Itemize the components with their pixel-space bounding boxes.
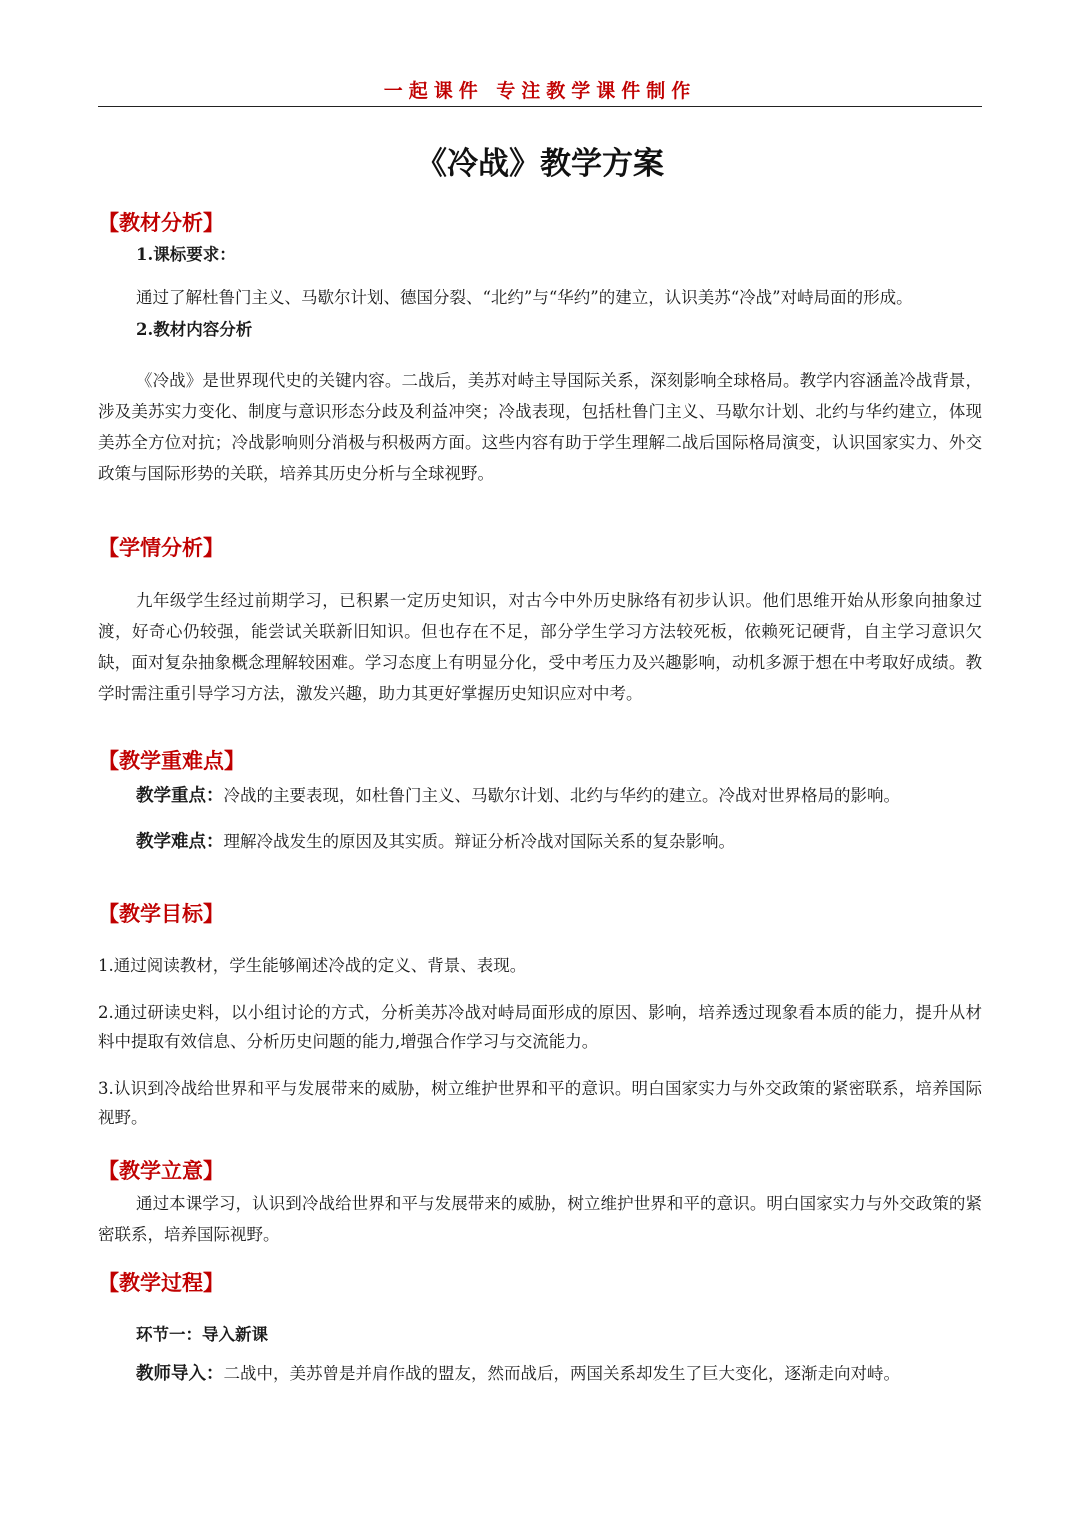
section-students <box>98 533 982 709</box>
section-process <box>98 1268 982 1390</box>
paragraph-students: 九年级学生经过前期学习，已积累一定历史知识，对古今中外历史脉络有初步认识。他们思维开始从形象向抽象过渡，好奇心仍较强，能尝试关联新旧知识。但也存在不足，部分学生学习方法较死板，依赖死记硬背，自主学习意识欠缺，面对复杂抽象概念理解较困难。学习态度上有明显分化，受中考压力及兴趣影响，动机多源于想在中考取好成绩。教学时需注重引导学习方法，激发兴趣，助力其更好掌握历史知识应对中考。 <box>98 591 982 703</box>
section-heading-material: 【教材分析】 <box>98 210 224 235</box>
difficulties-label: 教学难点： <box>136 832 224 852</box>
paragraph-curriculum: 通过了解杜鲁门主义、马歇尔计划、德国分裂、“北约”与“华约”的建立，认识美苏“冷战”对峙局面的形成。 <box>136 288 913 307</box>
goal-item: 2.通过研读史料，以小组讨论的方式，分析美苏冷战对峙局面形成的原因、影响，培养透过现象看本质的能力，提升从材料中提取有效信息、分析历史问题的能力,增强合作学习与交流能力。 <box>98 1003 982 1051</box>
page-header: 一起课件 专注教学课件制作 <box>383 80 697 102</box>
section-heading-intent: 【教学立意】 <box>98 1158 224 1183</box>
key-points-text: 冷战的主要表现，如杜鲁门主义、马歇尔计划、北约与华约的建立。冷战对世界格局的影响。 <box>223 786 900 805</box>
paragraph-key-points <box>98 780 982 812</box>
paragraph-difficulties <box>98 826 982 858</box>
subheading-curriculum: 1.课标要求： <box>136 245 236 264</box>
section-material <box>98 208 982 489</box>
subheading-step-one: 环节一：导入新课 <box>136 1325 268 1344</box>
paragraph-content-analysis: 《冷战》是世界现代史的关键内容。二战后，美苏对峙主导国际关系，深刻影响全球格局。教学内容涵盖冷战背景，涉及美苏实力变化、制度与意识形态分歧及利益冲突；冷战表现，包括杜鲁门主义、马歇尔计划、北约与华约建立，体现美苏全方位对抗；冷战影响则分消极与积极两方面。这些内容有助于学生理解二战后国际格局演变，认识国家实力、外交政策与国际形势的关联，培养其历史分析与全球视野。 <box>98 371 982 483</box>
section-keypoints <box>98 746 982 858</box>
section-heading-goals: 【教学目标】 <box>98 901 224 926</box>
goal-item: 3.认识到冷战给世界和平与发展带来的威胁，树立维护世界和平的意识。明白国家实力与外交政策的紧密联系，培养国际视野。 <box>98 1079 982 1127</box>
section-heading-keypoints: 【教学重难点】 <box>98 748 245 773</box>
paragraph-intent: 通过本课学习，认识到冷战给世界和平与发展带来的威胁，树立维护世界和平的意识。明白国家实力与外交政策的紧密联系，培养国际视野。 <box>98 1194 982 1244</box>
paragraph-teacher-intro <box>98 1358 982 1390</box>
section-heading-process: 【教学过程】 <box>98 1270 224 1295</box>
section-goals <box>98 899 982 1132</box>
teacher-intro-text: 二战中，美苏曾是并肩作战的盟友，然而战后，两国关系却发生了巨大变化，逐渐走向对峙。 <box>223 1364 900 1383</box>
teacher-intro-label: 教师导入： <box>136 1364 224 1384</box>
difficulties-text: 理解冷战发生的原因及其实质。辩证分析冷战对国际关系的复杂影响。 <box>223 832 735 851</box>
section-intent <box>98 1156 982 1250</box>
section-heading-students: 【学情分析】 <box>98 535 224 560</box>
key-points-label: 教学重点： <box>136 786 224 806</box>
header-divider <box>98 106 982 107</box>
subheading-content-analysis: 2.教材内容分析 <box>136 320 253 339</box>
document-title: 《冷战》教学方案 <box>416 146 664 182</box>
goal-item: 1.通过阅读教材，学生能够阐述冷战的定义、背景、表现。 <box>98 956 527 975</box>
